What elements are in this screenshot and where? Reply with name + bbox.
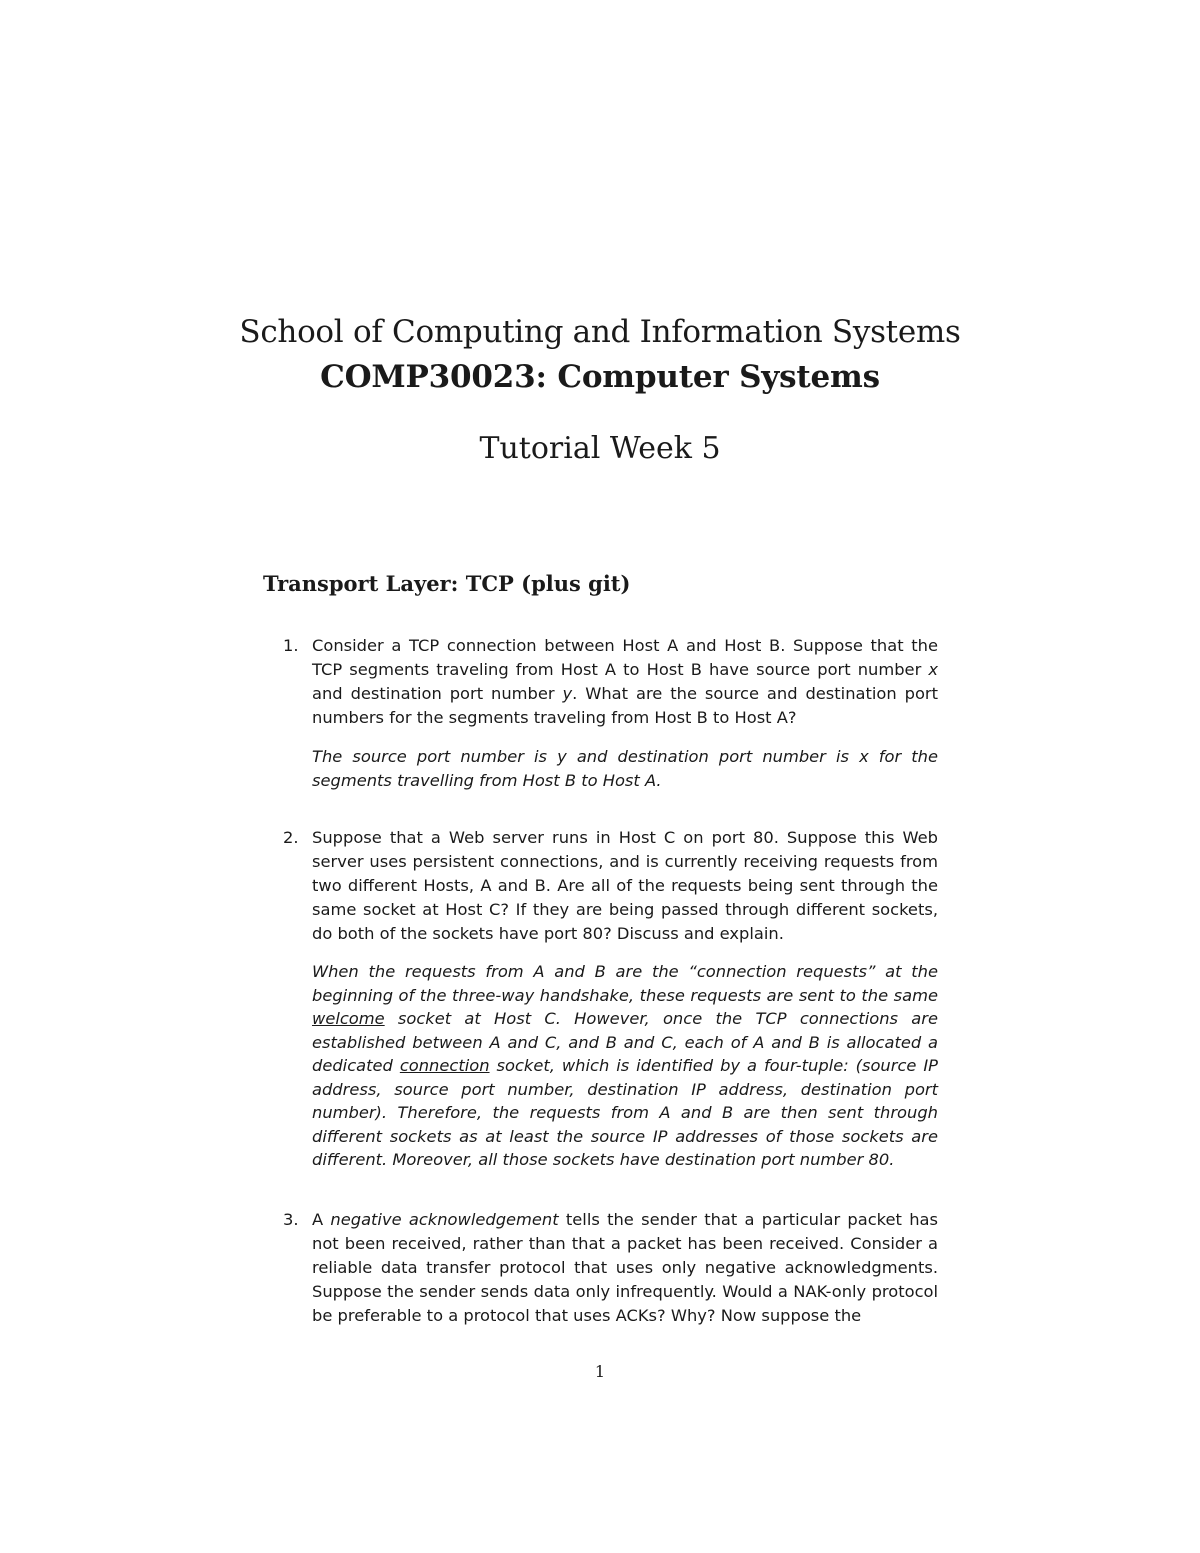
connection-term: connection xyxy=(399,1056,490,1075)
variable-y: y xyxy=(562,684,573,703)
question-number: 3. xyxy=(283,1210,299,1229)
question-text: A negative acknowledgement tells the sender that a particular packet has not been received, rather than that a packet has been received. Consider a reliable data transfer protocol that uses only negative acknowledgments. Suppose the sender sends data only infrequently. Would a NAK-only protocol be preferable to a protocol that uses ACKs? Why? Now suppose the xyxy=(312,1210,938,1325)
answer-2: When the requests from A and B are the “connection requests” at the beginning of the three-way handshake, these requests are sent to the same welcome socket at Host C. However, once the TCP connections are established between A and C, and B and C, each of A and B is allocated a dedicated connection socket, which is identified by a four-tuple: (source IP address, source port number, destination IP address, destination port number). Therefore, the requests from A and B are then sent through different sockets as at least the source IP addresses of those sockets are different. Moreover, all those sockets have destination port number 80. xyxy=(312,962,938,1169)
emphasis-term: negative acknowledgement xyxy=(330,1210,559,1229)
welcome-term: welcome xyxy=(312,1009,385,1028)
question-text: Suppose that a Web server runs in Host C on port 80. Suppose this Web server uses persistent connections, and is currently receiving requests from two different Hosts, A and B. Are all of the requests being sent through the same socket at Host C? If they are being passed through different sockets, do both of the sockets have port 80? Discuss and explain. xyxy=(312,828,938,943)
question-3 xyxy=(283,1208,943,1328)
question-number: 2. xyxy=(283,828,299,847)
tutorial-title: Tutorial Week 5 xyxy=(479,431,721,466)
school-name: School of Computing and Information Systems xyxy=(239,314,961,350)
question-number: 1. xyxy=(283,636,299,655)
question-text: Consider a TCP connection between Host A and Host B. Suppose that the TCP segments traveling from Host A to Host B have source port number x and destination port number y. What are the source and destination port numbers for the segments traveling from Host B to Host A? xyxy=(312,636,938,727)
question-2 xyxy=(283,826,943,946)
answer-1: The source port number is y and destination port number is x for the segments travelling from Host B to Host A. xyxy=(312,747,938,790)
page-number: 1 xyxy=(594,1362,606,1381)
question-1 xyxy=(283,634,943,730)
course-title: COMP30023: Computer Systems xyxy=(320,359,880,395)
variable-x: x xyxy=(928,660,938,679)
section-heading: Transport Layer: TCP (plus git) xyxy=(263,571,631,596)
